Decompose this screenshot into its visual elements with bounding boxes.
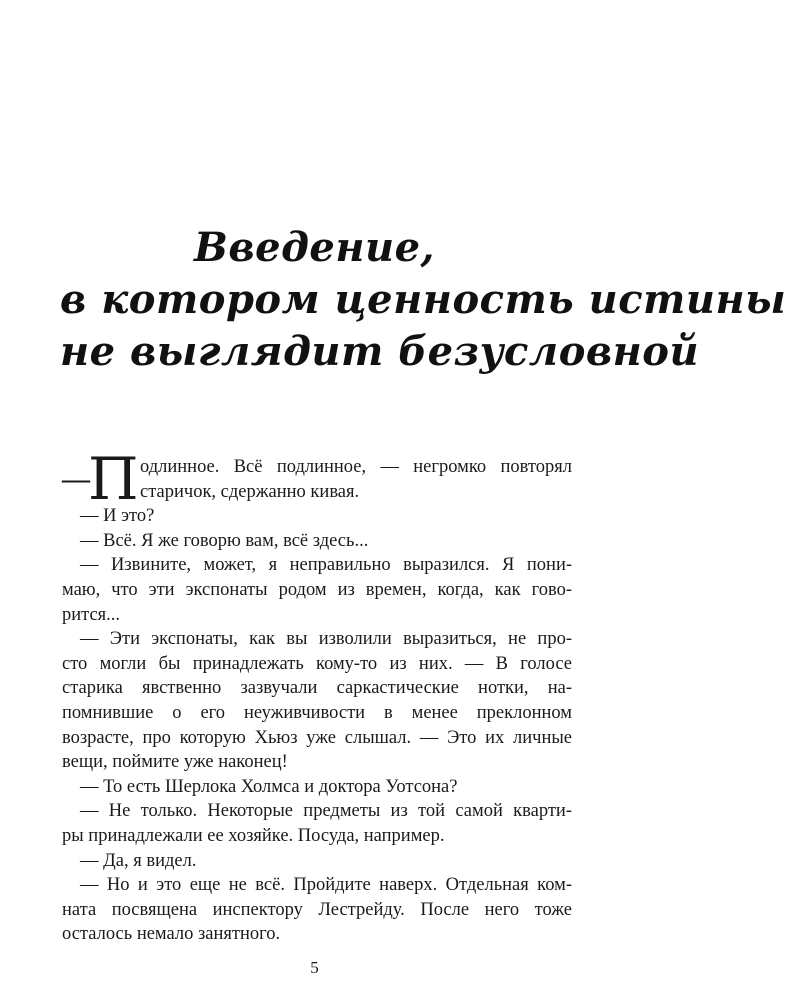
text-line: — И это?: [80, 506, 155, 527]
chapter-title-line: в котором ценность истины: [60, 275, 786, 323]
text-line: возрасте, про которую Хьюз уже слышал. — Это их личные: [62, 727, 572, 748]
chapter-title-line: Введение,: [194, 223, 435, 271]
dropcap-lines: [140, 455, 572, 504]
text-line: маю, что эти экспонаты родом из времен, когда, как гово-: [62, 579, 572, 600]
text-line: вещи, поймите уже наконец!: [62, 752, 288, 773]
text-line: — Но и это еще не всё. Пройдите наверх. Отдельная ком-: [80, 875, 572, 896]
text-line: старика явственно зазвучали саркастические нотки, на-: [62, 678, 572, 699]
text-line: старичок, сдержанно кивая.: [140, 481, 360, 502]
text-line: — Всё. Я же говорю вам, всё здесь...: [80, 530, 369, 551]
text-line: одлинное. Всё подлинное, — негромко повторял: [140, 457, 572, 477]
text-line: осталось немало занятного.: [62, 924, 281, 945]
text-line: — Да, я видел.: [80, 850, 197, 871]
text-line: рится...: [62, 604, 121, 625]
body-text: [62, 445, 572, 947]
dropcap-dash: —: [62, 464, 90, 495]
page-number: 5: [310, 958, 319, 977]
opening-paragraph: [62, 445, 572, 513]
text-line: — То есть Шерлока Холмса и доктора Уотсона?: [80, 776, 458, 797]
chapter-title: [60, 222, 786, 378]
text-line: сто могли бы принадлежать кому-то из них. — В голосе: [62, 653, 572, 674]
text-line: ры принадлежали ее хозяйке. Посуда, например.: [62, 825, 445, 846]
text-line: помнившие о его неуживчивости в менее преклонном: [62, 702, 572, 723]
drop-cap: П: [88, 445, 139, 513]
text-line: — Эти экспонаты, как вы изволили выразиться, не про-: [80, 629, 572, 650]
text-line: — Извините, может, я неправильно выразился. Я пони-: [80, 555, 572, 576]
text-line: ната посвящена инспектору Лестрейду. После него тоже: [62, 899, 572, 920]
chapter-title-line: не выглядит безусловной: [60, 327, 700, 375]
text-line: — Не только. Некоторые предметы из той самой кварти-: [80, 801, 572, 822]
